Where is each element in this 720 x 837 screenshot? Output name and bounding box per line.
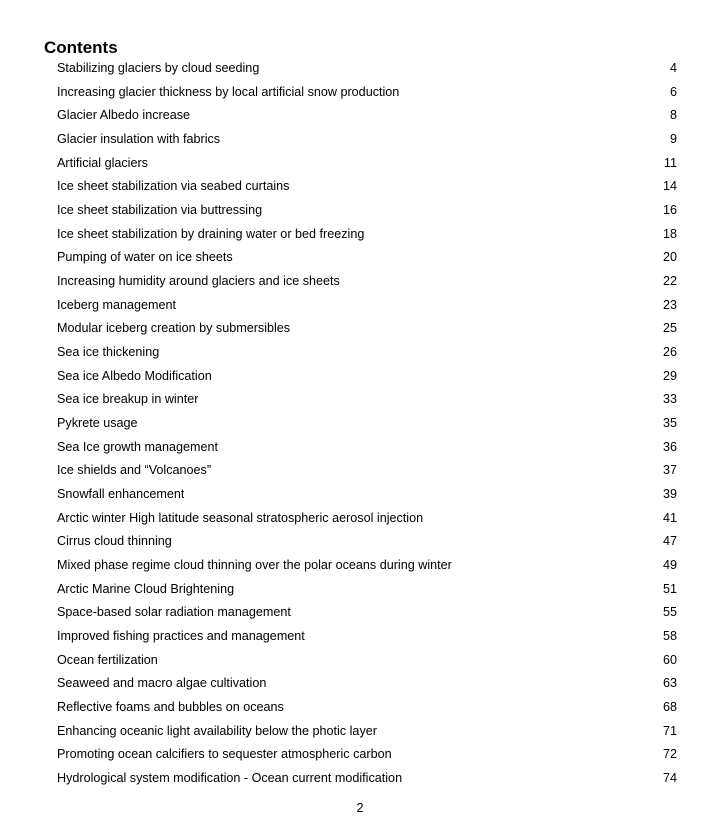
toc-entry[interactable] (57, 58, 677, 82)
toc-entry[interactable] (57, 768, 677, 792)
toc-entry-page-number: 33 (662, 392, 677, 407)
toc-entry[interactable] (57, 508, 677, 532)
toc-entry[interactable] (57, 721, 677, 745)
toc-entry-title: Increasing humidity around glaciers and ice sheets (57, 274, 340, 289)
toc-entry-title: Iceberg management (57, 297, 177, 312)
toc-entry[interactable] (57, 247, 677, 271)
toc-entry[interactable] (57, 626, 677, 650)
toc-entry-page-number: 26 (662, 345, 677, 360)
toc-entry-title: Sea ice thickening (57, 345, 160, 360)
toc-entry-page-number: 14 (662, 179, 677, 194)
toc-entry-title: Cirrus cloud thinning (57, 534, 172, 549)
toc-entry-title: Modular iceberg creation by submersibles (57, 321, 291, 336)
toc-entry-title: Hydrological system modification - Ocean current modification (57, 771, 403, 786)
toc-entry-page-number: 16 (662, 203, 677, 218)
toc-entry-title: Glacier Albedo increase (57, 108, 191, 123)
toc-entry-page-number: 60 (662, 652, 677, 667)
toc-entry[interactable] (57, 602, 677, 626)
toc-entry-title: Ice sheet stabilization via seabed curtains (57, 179, 290, 194)
toc-entry[interactable] (57, 673, 677, 697)
toc-entry-title: Artificial glaciers (57, 155, 148, 170)
toc-entry-title: Space-based solar radiation management (57, 605, 291, 620)
page-number: 2 (356, 801, 364, 815)
toc-entry-title: Mixed phase regime cloud thinning over the polar oceans during winter (57, 558, 452, 573)
toc-entry-title: Glacier insulation with fabrics (57, 132, 221, 147)
toc-entry[interactable] (57, 271, 677, 295)
toc-entry[interactable] (57, 460, 677, 484)
toc-entry-page-number: 74 (662, 771, 677, 786)
toc-entry[interactable] (57, 224, 677, 248)
toc-entry-title: Pumping of water on ice sheets (57, 250, 233, 265)
toc-entry[interactable] (57, 82, 677, 106)
toc-entry-page-number: 18 (662, 226, 677, 241)
toc-entry[interactable] (57, 555, 677, 579)
toc-entry-page-number: 55 (662, 605, 677, 620)
toc-entry[interactable] (57, 366, 677, 390)
toc-entry[interactable] (57, 484, 677, 508)
toc-entry-title: Sea ice Albedo Modification (57, 368, 212, 383)
toc-entry-page-number: 6 (669, 84, 677, 99)
toc-entry-title: Increasing glacier thickness by local artificial snow production (57, 84, 400, 99)
toc-entry-page-number: 22 (662, 274, 677, 289)
toc-entry[interactable] (57, 389, 677, 413)
toc-entry[interactable] (57, 200, 677, 224)
toc-entry-page-number: 4 (669, 61, 677, 75)
toc-list (57, 58, 677, 792)
toc-entry[interactable] (57, 744, 677, 768)
toc-entry-title: Ice sheet stabilization via buttressing (57, 203, 263, 218)
toc-entry[interactable] (57, 697, 677, 721)
toc-entry-title: Ice shields and “Volcanoes” (57, 463, 212, 478)
toc-entry[interactable] (57, 176, 677, 200)
toc-entry-title: Snowfall enhancement (57, 487, 185, 502)
toc-entry-page-number: 63 (662, 676, 677, 691)
toc-entry[interactable] (57, 650, 677, 674)
toc-entry-title: Improved fishing practices and management (57, 629, 305, 644)
toc-entry-title: Arctic Marine Cloud Brightening (57, 581, 235, 596)
toc-entry-title: Sea Ice growth management (57, 439, 219, 454)
toc-entry-page-number: 47 (662, 534, 677, 549)
toc-entry-title: Sea ice breakup in winter (57, 392, 199, 407)
toc-entry-page-number: 20 (662, 250, 677, 265)
toc-entry[interactable] (57, 318, 677, 342)
toc-entry-page-number: 68 (662, 700, 677, 715)
toc-entry[interactable] (57, 342, 677, 366)
toc-entry[interactable] (57, 531, 677, 555)
toc-entry-title: Enhancing oceanic light availability below the photic layer (57, 723, 377, 738)
toc-entry[interactable] (57, 437, 677, 461)
toc-entry[interactable] (57, 153, 677, 177)
toc-entry-page-number: 35 (662, 416, 677, 431)
toc-entry-page-number: 51 (662, 581, 677, 596)
toc-entry[interactable] (57, 105, 677, 129)
toc-entry-page-number: 9 (669, 132, 677, 147)
toc-entry-page-number: 11 (663, 155, 677, 170)
toc-entry-page-number: 41 (662, 510, 677, 525)
toc-entry-title: Stabilizing glaciers by cloud seeding (57, 61, 260, 75)
toc-entry-page-number: 37 (662, 463, 677, 478)
toc-entry-page-number: 36 (662, 439, 677, 454)
toc-entry-title: Pykrete usage (57, 416, 138, 431)
toc-entry-title: Ocean fertilization (57, 652, 158, 667)
toc-entry-page-number: 25 (662, 321, 677, 336)
toc-entry-title: Promoting ocean calcifiers to sequester atmospheric carbon (57, 747, 392, 762)
toc-entry-title: Seaweed and macro algae cultivation (57, 676, 267, 691)
toc-entry[interactable] (57, 579, 677, 603)
toc-entry-page-number: 29 (662, 368, 677, 383)
toc-entry[interactable] (57, 295, 677, 319)
toc-heading: Contents (44, 38, 118, 57)
toc-entry-page-number: 39 (662, 487, 677, 502)
toc-entry-title: Reflective foams and bubbles on oceans (57, 700, 284, 715)
toc-entry-title: Arctic winter High latitude seasonal stratospheric aerosol injection (57, 510, 424, 525)
toc-entry-page-number: 72 (662, 747, 677, 762)
toc-entry-page-number: 49 (662, 558, 677, 573)
toc-entry-page-number: 23 (662, 297, 677, 312)
toc-entry-title: Ice sheet stabilization by draining water or bed freezing (57, 226, 365, 241)
toc-entry[interactable] (57, 413, 677, 437)
toc-entry-page-number: 58 (662, 629, 677, 644)
toc-entry-page-number: 71 (662, 723, 677, 738)
toc-entry-page-number: 8 (669, 108, 677, 123)
toc-entry[interactable] (57, 129, 677, 153)
